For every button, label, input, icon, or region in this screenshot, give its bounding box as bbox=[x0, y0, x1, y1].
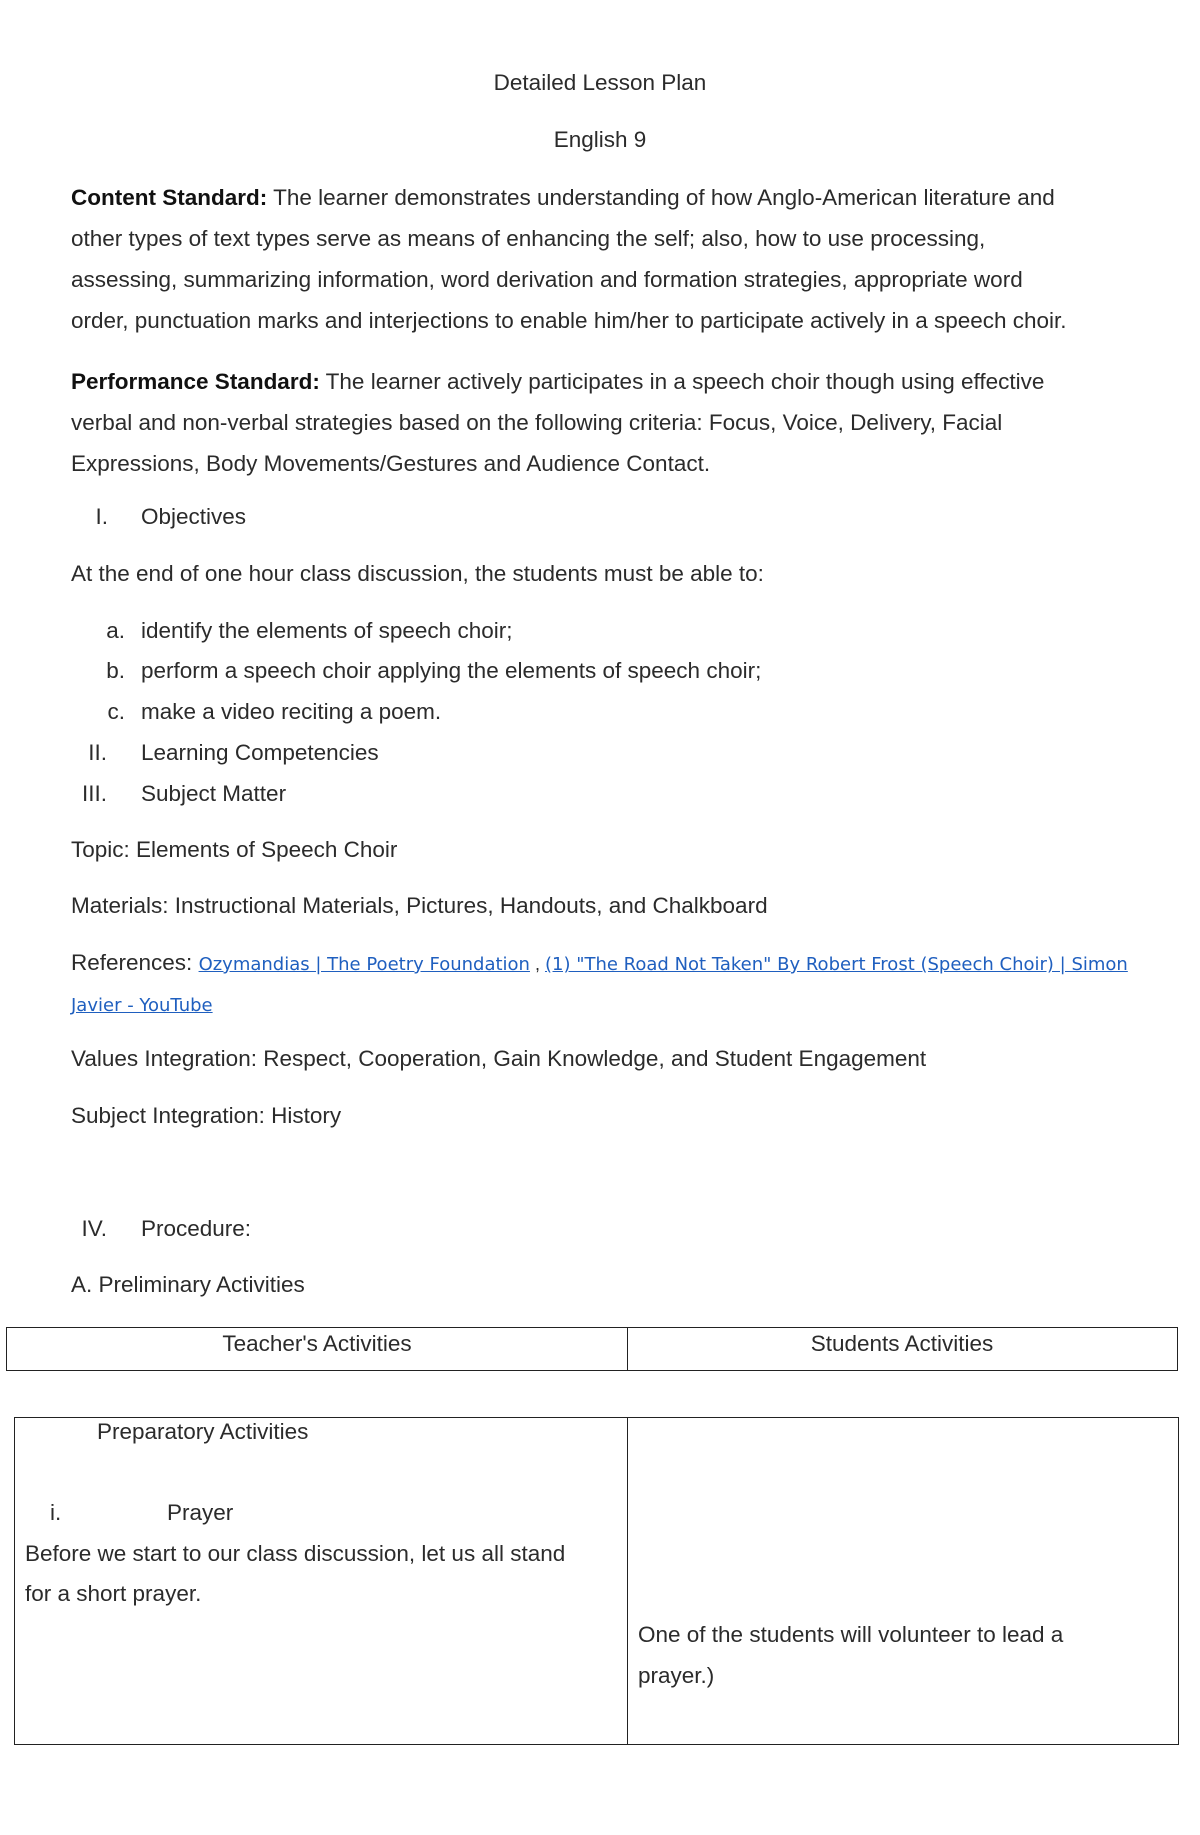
section-number: I. bbox=[95, 504, 108, 529]
preliminary-activities-heading: A. Preliminary Activities bbox=[71, 1272, 305, 1297]
performance-standard-line: verbal and non-verbal strategies based on the following criteria: Focus, Voice, Delivery, Facial bbox=[71, 410, 1003, 435]
reference-link-road-not-taken-cont[interactable]: Javier - YouTube bbox=[71, 995, 213, 1016]
prayer-label: Prayer bbox=[167, 1500, 234, 1525]
content-standard bbox=[71, 177, 1131, 341]
list-marker: b. bbox=[106, 658, 125, 683]
references-separator: , bbox=[529, 954, 545, 974]
values-integration: Values Integration: Respect, Cooperation, Gain Knowledge, and Student Engagement bbox=[71, 1046, 927, 1071]
activities-body-table bbox=[14, 1417, 1179, 1745]
content-standard-line: order, punctuation marks and interjections to enable him/her to participate actively in a speech choir. bbox=[71, 308, 1067, 333]
list-marker: a. bbox=[106, 618, 125, 643]
section-heading: Learning Competencies bbox=[141, 740, 379, 765]
student-activity-text: prayer.) bbox=[638, 1663, 715, 1688]
prayer-number: i. bbox=[50, 1500, 62, 1525]
section-number: IV. bbox=[81, 1216, 107, 1241]
reference-link-road-not-taken[interactable]: (1) "The Road Not Taken" By Robert Frost (Speech Choir) | Simon bbox=[544, 954, 1128, 975]
subject-integration: Subject Integration: History bbox=[71, 1103, 342, 1128]
section-heading: Procedure: bbox=[141, 1216, 252, 1241]
list-item: perform a speech choir applying the elements of speech choir; bbox=[141, 658, 762, 683]
list-marker: c. bbox=[107, 699, 125, 724]
performance-standard bbox=[71, 361, 1131, 484]
student-activity-text: One of the students will volunteer to lead a bbox=[638, 1622, 1064, 1647]
section-number: III. bbox=[81, 781, 107, 806]
materials: Materials: Instructional Materials, Pictures, Handouts, and Chalkboard bbox=[71, 893, 768, 918]
performance-standard-label: Performance Standard: bbox=[71, 369, 320, 394]
document-title: Detailed Lesson Plan bbox=[493, 70, 707, 95]
references-label: References: bbox=[71, 950, 199, 975]
objectives-intro: At the end of one hour class discussion, the students must be able to: bbox=[71, 561, 764, 586]
content-standard-label: Content Standard: bbox=[71, 185, 268, 210]
topic: Topic: Elements of Speech Choir bbox=[71, 837, 398, 862]
activities-header-table bbox=[6, 1327, 1178, 1371]
reference-link-ozymandias[interactable]: Ozymandias | The Poetry Foundation bbox=[198, 954, 530, 975]
document-subject: English 9 bbox=[553, 127, 647, 152]
teacher-activity-text: Before we start to our class discussion, let us all stand bbox=[25, 1541, 566, 1566]
header-students-activities: Students Activities bbox=[810, 1331, 994, 1356]
section-number: II. bbox=[88, 740, 107, 765]
section-heading: Subject Matter bbox=[141, 781, 287, 806]
section-heading: Objectives bbox=[141, 504, 247, 529]
preparatory-activities-heading: Preparatory Activities bbox=[97, 1419, 309, 1444]
content-standard-line: other types of text types serve as means of enhancing the self; also, how to use processing, bbox=[71, 226, 986, 251]
list-item: make a video reciting a poem. bbox=[141, 699, 442, 724]
list-item: identify the elements of speech choir; bbox=[141, 618, 513, 643]
teacher-activity-text: for a short prayer. bbox=[25, 1581, 202, 1606]
column-divider bbox=[627, 1418, 628, 1744]
content-standard-line: The learner demonstrates understanding of how Anglo-American literature and bbox=[267, 185, 1055, 210]
performance-standard-line: The learner actively participates in a speech choir though using effective bbox=[319, 369, 1045, 394]
header-teacher-activities: Teacher's Activities bbox=[222, 1331, 412, 1356]
content-standard-line: assessing, summarizing information, word derivation and formation strategies, appropriate word bbox=[71, 267, 1023, 292]
performance-standard-line: Expressions, Body Movements/Gestures and Audience Contact. bbox=[71, 451, 711, 476]
